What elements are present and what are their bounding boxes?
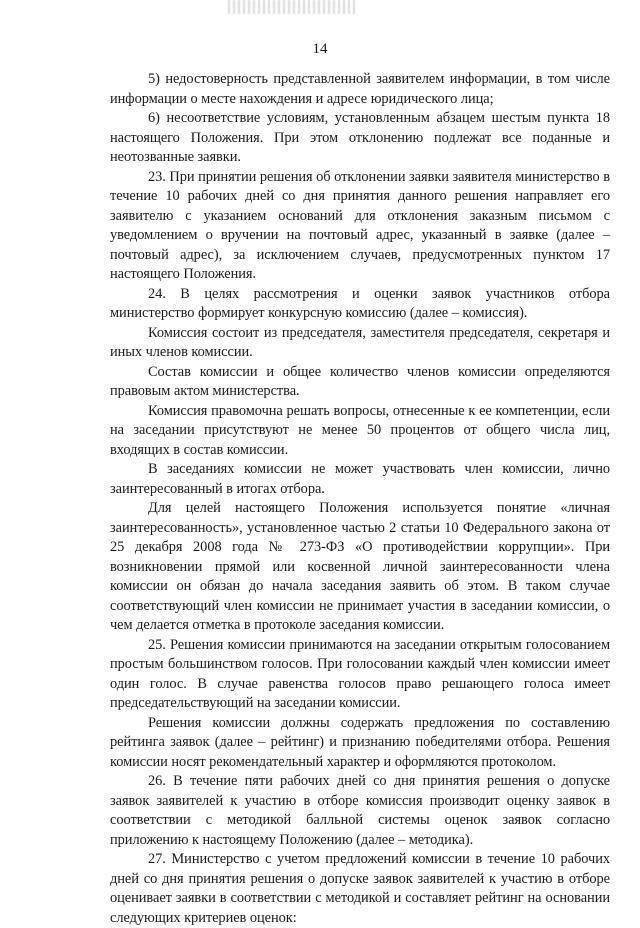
paragraph: 26. В течение пяти рабочих дней со дня принятия решения о допуске заявок заявителей к участию в отборе комиссия производит оценку заявок в соответствии с методикой балльной системы оценок заявок согласно приложению к настоящему Положению (далее – методика). (110, 773, 610, 848)
paragraph: Комиссия правомочна решать вопросы, отнесенные к ее компетенции, если на заседании присутствуют не менее 50 процентов от общего числа лиц, входящих в состав комиссии. (110, 402, 610, 458)
paragraph: 25. Решения комиссии принимаются на заседании открытым голосованием простым большинством голосов. При голосовании каждый член комиссии имеет один голос. В случае равенства голосов право решающего голоса имеет председательствующий на заседании комиссии. (110, 636, 610, 711)
paragraph: 6) несоответствие условиям, установленным абзацем шестым пункта 18 настоящего Положения. При этом отклонению подлежат все поданные и неотозванные заявки. (110, 110, 610, 165)
paragraph: В заседаниях комиссии не может участвовать член комиссии, лично заинтересованный в итогах отбора. (110, 461, 610, 497)
paragraph: 24. В целях рассмотрения и оценки заявок участников отбора министерство формирует конкурсную комиссию (далее – комиссия). (110, 285, 610, 321)
paragraph: Для целей настоящего Положения используется понятие «личная заинтересованность», установленное частью 2 статьи 10 Федерального закона от 25 декабря 2008 года № 273-ФЗ «О противодействии коррупции». При возникновении прямой или косвенной личной заинтересованности члена комиссии он обязан до начала заседания заявить об этом. В таком случае соответствующий член комиссии не принимает участия в заседании комиссии, о чем делается отметка в протоколе заседания комиссии. (110, 500, 610, 633)
paragraph: Состав комиссии и общее количество членов комиссии определяются правовым актом министерства. (110, 363, 610, 399)
paragraph: 23. При принятии решения об отклонении заявки заявителя министерство в течение 10 рабочих дней со дня принятия данного решения направляет его заявителю с указанием оснований для отклонения заказным письмом с уведомлением о вручении на почтовый адрес, указанный в заявке (далее – почтовый адрес), за исключением случаев, предусмотренных пунктом 17 настоящего Положения. (110, 168, 610, 282)
paragraph: 5) недостоверность представленной заявителем информации, в том числе информации о месте нахождения и адресе юридического лица; (110, 71, 610, 107)
paragraph: 27. Министерство с учетом предложений комиссии в течение 10 рабочих дней со дня принятия решения о допуске заявок заявителей к участию в отборе оценивает заявки в соответствии с методикой и составляет рейтинг на основании следующих критериев оценок: (110, 851, 610, 926)
scan-artifact (228, 0, 358, 14)
document-body (110, 70, 610, 928)
page-number: 14 (312, 41, 328, 57)
paragraph: Комиссия состоит из председателя, заместителя председателя, секретаря и иных членов комиссии. (110, 324, 610, 360)
paragraph: Решения комиссии должны содержать предложения по составлению рейтинга заявок (далее – рейтинг) и признанию победителями отбора. Решения комиссии носят рекомендательный характер и оформляются протоколом. (110, 714, 610, 770)
